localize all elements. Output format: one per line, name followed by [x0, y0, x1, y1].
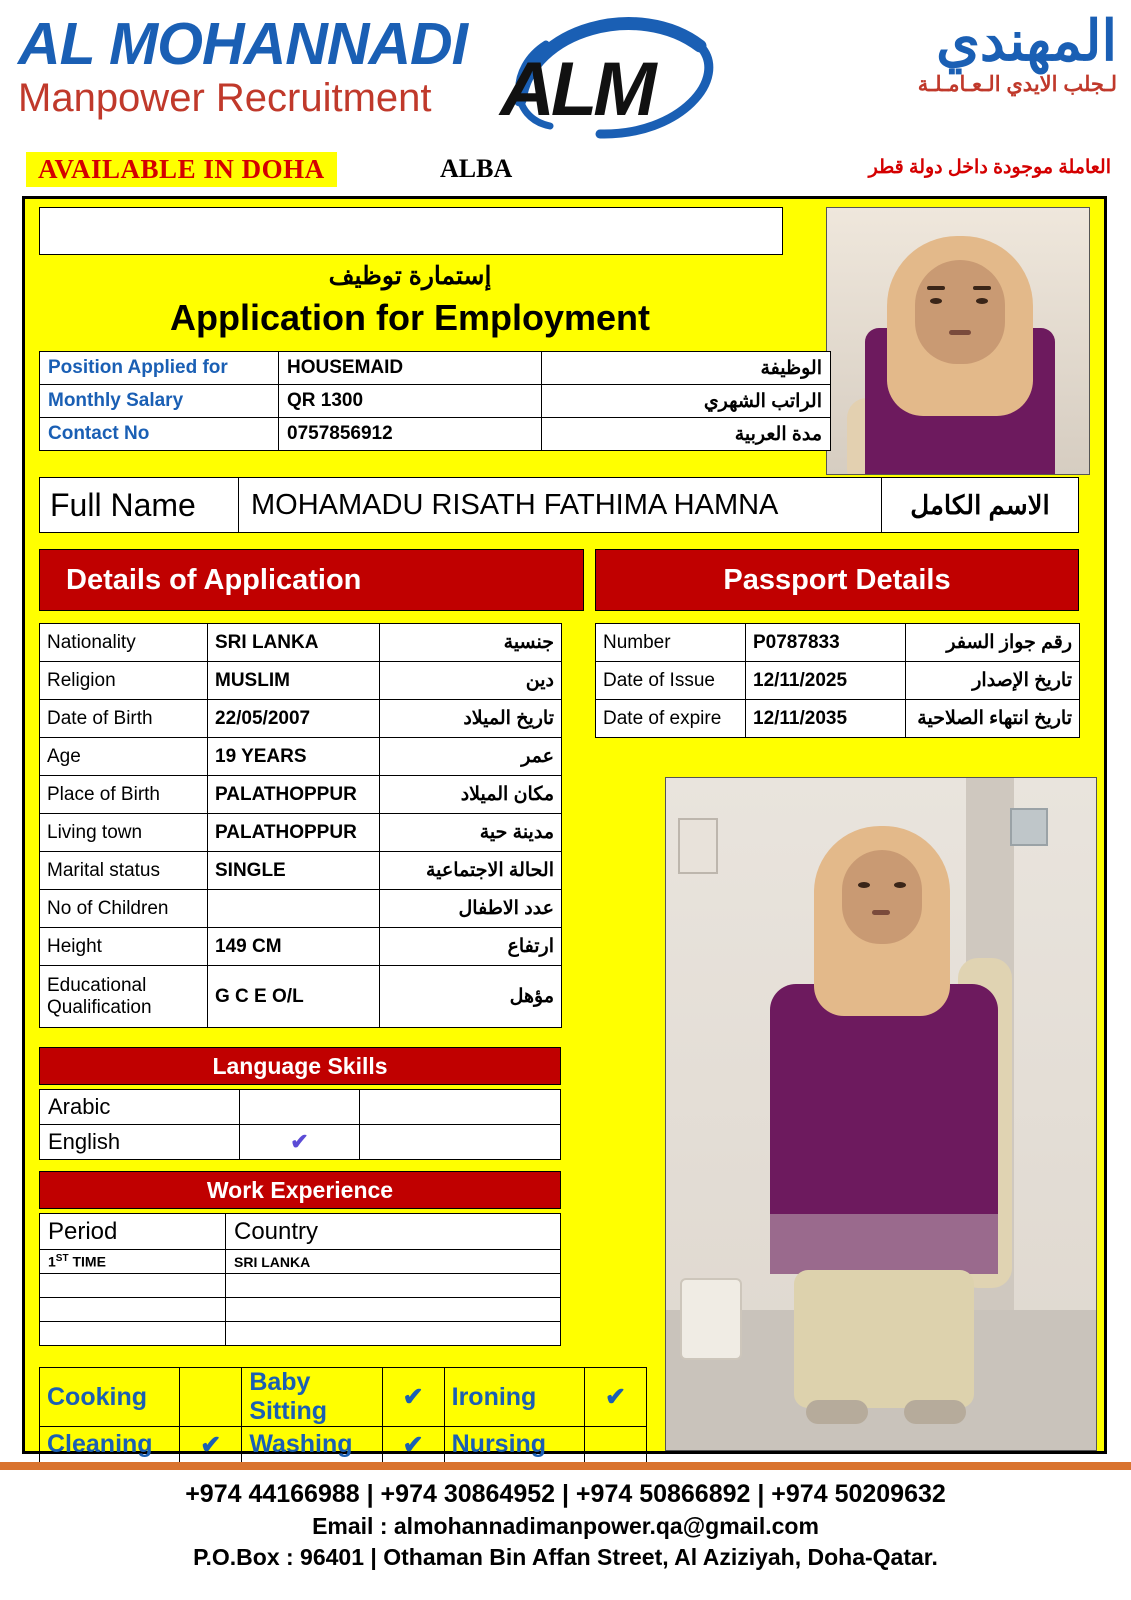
detail-label-arabic: الحالة الاجتماعية [380, 852, 562, 890]
skill-check: ✔ [584, 1368, 646, 1427]
language-name: Arabic [40, 1090, 240, 1125]
table-row [40, 352, 831, 385]
skill-label: Washing [242, 1427, 382, 1463]
detail-value: MUSLIM [208, 662, 380, 700]
full-name-row [39, 477, 1079, 533]
table-row [40, 385, 831, 418]
passport-label: Date of Issue [596, 662, 746, 700]
skill-check [180, 1368, 242, 1427]
detail-label: Living town [40, 814, 208, 852]
footer-divider [0, 1462, 1131, 1470]
availability-banner [0, 152, 1131, 188]
table-row [40, 1298, 561, 1322]
company-arabic-name: المهندي [936, 9, 1117, 72]
position-label: Position Applied for [40, 352, 279, 385]
passport-value: 12/11/2035 [746, 700, 906, 738]
table-row [40, 1090, 561, 1125]
table-row [40, 1250, 561, 1274]
page-header [0, 0, 1131, 152]
work-experience-table [39, 1213, 561, 1346]
form-title-arabic: إستمارة توظيف [328, 262, 492, 290]
detail-value: G C E O/L [208, 966, 380, 1028]
full-name-label: Full Name [50, 486, 196, 523]
detail-label-arabic: مدينة حية [380, 814, 562, 852]
skill-check: ✔ [382, 1427, 444, 1463]
table-row [40, 738, 562, 776]
language-name: English [40, 1125, 240, 1160]
work-period-number: 1 [48, 1253, 56, 1270]
detail-value: 149 CM [208, 928, 380, 966]
skill-check: ✔ [382, 1368, 444, 1427]
passport-label: Number [596, 624, 746, 662]
table-row [40, 852, 562, 890]
passport-value: 12/11/2025 [746, 662, 906, 700]
table-row [40, 776, 562, 814]
application-details-table [39, 623, 562, 1028]
work-period-suffix: ST [55, 1253, 69, 1265]
table-row [40, 890, 562, 928]
skill-label: Ironing [444, 1368, 584, 1427]
passport-value: P0787833 [746, 624, 906, 662]
detail-label: Place of Birth [40, 776, 208, 814]
language-blank [360, 1090, 561, 1125]
work-country [226, 1274, 561, 1298]
form-title-english: Application for Employment [169, 297, 651, 338]
work-period [40, 1322, 226, 1346]
work-period [40, 1298, 226, 1322]
contact-value: 0757856912 [279, 418, 542, 451]
skill-check [584, 1427, 646, 1463]
top-blank-strip [39, 207, 783, 255]
skill-label: Cooking [40, 1368, 180, 1427]
work-country [226, 1322, 561, 1346]
detail-label-arabic: تاريخ الميلاد [380, 700, 562, 738]
skill-label: Cleaning [40, 1427, 180, 1463]
detail-value: SRI LANKA [208, 624, 380, 662]
table-row [40, 1274, 561, 1298]
passport-label-arabic: تاريخ الإصدار [906, 662, 1080, 700]
position-label-arabic: الوظيفة [542, 352, 831, 385]
passport-section-header: Passport Details [595, 549, 1079, 611]
passport-details-table [595, 623, 1080, 738]
footer-email: Email : almohannadimanpower.qa@gmail.com [312, 1513, 819, 1539]
table-row [40, 1368, 647, 1427]
detail-label: Date of Birth [40, 700, 208, 738]
available-badge: AVAILABLE IN DOHA [26, 152, 337, 187]
detail-value: 22/05/2007 [208, 700, 380, 738]
salary-label-arabic: الراتب الشهري [542, 385, 831, 418]
language-check [240, 1090, 360, 1125]
work-period [40, 1274, 226, 1298]
work-country-header: Country [226, 1214, 561, 1250]
detail-value: PALATHOPPUR [208, 814, 380, 852]
position-details-table [39, 351, 831, 451]
work-country: SRI LANKA [226, 1250, 561, 1274]
skill-label: Nursing [444, 1427, 584, 1463]
work-section-header: Work Experience [39, 1171, 561, 1209]
position-value: HOUSEMAID [279, 352, 542, 385]
work-country [226, 1298, 561, 1322]
applicant-portrait-photo [826, 207, 1090, 475]
work-period-header: Period [40, 1214, 226, 1250]
detail-label: No of Children [40, 890, 208, 928]
detail-label: Marital status [40, 852, 208, 890]
detail-value: PALATHOPPUR [208, 776, 380, 814]
salary-value: QR 1300 [279, 385, 542, 418]
table-row [40, 624, 562, 662]
application-card [22, 196, 1107, 1459]
skills-table [39, 1367, 647, 1463]
page-footer [0, 1462, 1131, 1575]
detail-label: Educational Qualification [40, 966, 208, 1028]
language-blank [360, 1125, 561, 1160]
company-name-line2: Manpower Recruitment [18, 76, 432, 120]
company-name-line1: AL MOHANNADI [18, 11, 468, 77]
work-period-rest: TIME [68, 1253, 106, 1270]
table-row [40, 1322, 561, 1346]
applicant-fulllength-photo [665, 777, 1097, 1451]
available-badge-arabic: العاملة موجودة داخل دولة قطر [868, 157, 1111, 178]
contact-label: Contact No [40, 418, 279, 451]
footer-address: P.O.Box : 96401 | Othaman Bin Affan Street, Al Aziziyah, Doha-Qatar. [193, 1544, 938, 1570]
table-row [596, 624, 1080, 662]
table-row [40, 662, 562, 700]
table-row [40, 418, 831, 451]
table-row [40, 928, 562, 966]
alm-logo [490, 8, 730, 148]
work-period [40, 1250, 226, 1274]
table-row [40, 966, 562, 1028]
language-check: ✔ [240, 1125, 360, 1160]
detail-label-arabic: دين [380, 662, 562, 700]
contact-label-arabic: مدة العربية [542, 418, 831, 451]
detail-label-arabic: مؤهل [380, 966, 562, 1028]
detail-value [208, 890, 380, 928]
detail-label: Height [40, 928, 208, 966]
skill-label: Baby Sitting [242, 1368, 382, 1427]
applicant-code: ALBA [440, 154, 513, 183]
detail-label-arabic: جنسية [380, 624, 562, 662]
company-arabic-logo [918, 10, 1117, 97]
detail-label-arabic: عمر [380, 738, 562, 776]
footer-phones: +974 44166988 | +974 30864952 | +974 50866892 | +974 50209632 [185, 1480, 946, 1508]
table-row [596, 662, 1080, 700]
detail-label-arabic: مكان الميلاد [380, 776, 562, 814]
table-row [40, 814, 562, 852]
table-row [596, 700, 1080, 738]
language-skills-table [39, 1089, 561, 1160]
alm-logo-text: ALM [500, 47, 653, 132]
table-row [40, 1125, 561, 1160]
salary-label: Monthly Salary [40, 385, 279, 418]
passport-label-arabic: تاريخ انتهاء الصلاحية [906, 700, 1080, 738]
company-arabic-tagline: لـجلب الايدي الـعـامـلـة [917, 73, 1117, 96]
company-logo-text [18, 11, 518, 120]
passport-label-arabic: رقم جواز السفر [906, 624, 1080, 662]
detail-label: Religion [40, 662, 208, 700]
table-row [40, 1427, 647, 1463]
detail-label-arabic: ارتفاع [380, 928, 562, 966]
detail-value: 19 YEARS [208, 738, 380, 776]
full-name-label-arabic: الاسم الكامل [910, 489, 1050, 520]
language-section-header: Language Skills [39, 1047, 561, 1085]
passport-label: Date of expire [596, 700, 746, 738]
detail-label: Age [40, 738, 208, 776]
detail-label-arabic: عدد الاطفال [380, 890, 562, 928]
table-row [40, 700, 562, 738]
detail-value: SINGLE [208, 852, 380, 890]
detail-label: Nationality [40, 624, 208, 662]
details-section-header: Details of Application [39, 549, 584, 611]
table-header-row [40, 1214, 561, 1250]
skill-check: ✔ [180, 1427, 242, 1463]
full-name-value: MOHAMADU RISATH FATHIMA HAMNA [238, 478, 882, 532]
